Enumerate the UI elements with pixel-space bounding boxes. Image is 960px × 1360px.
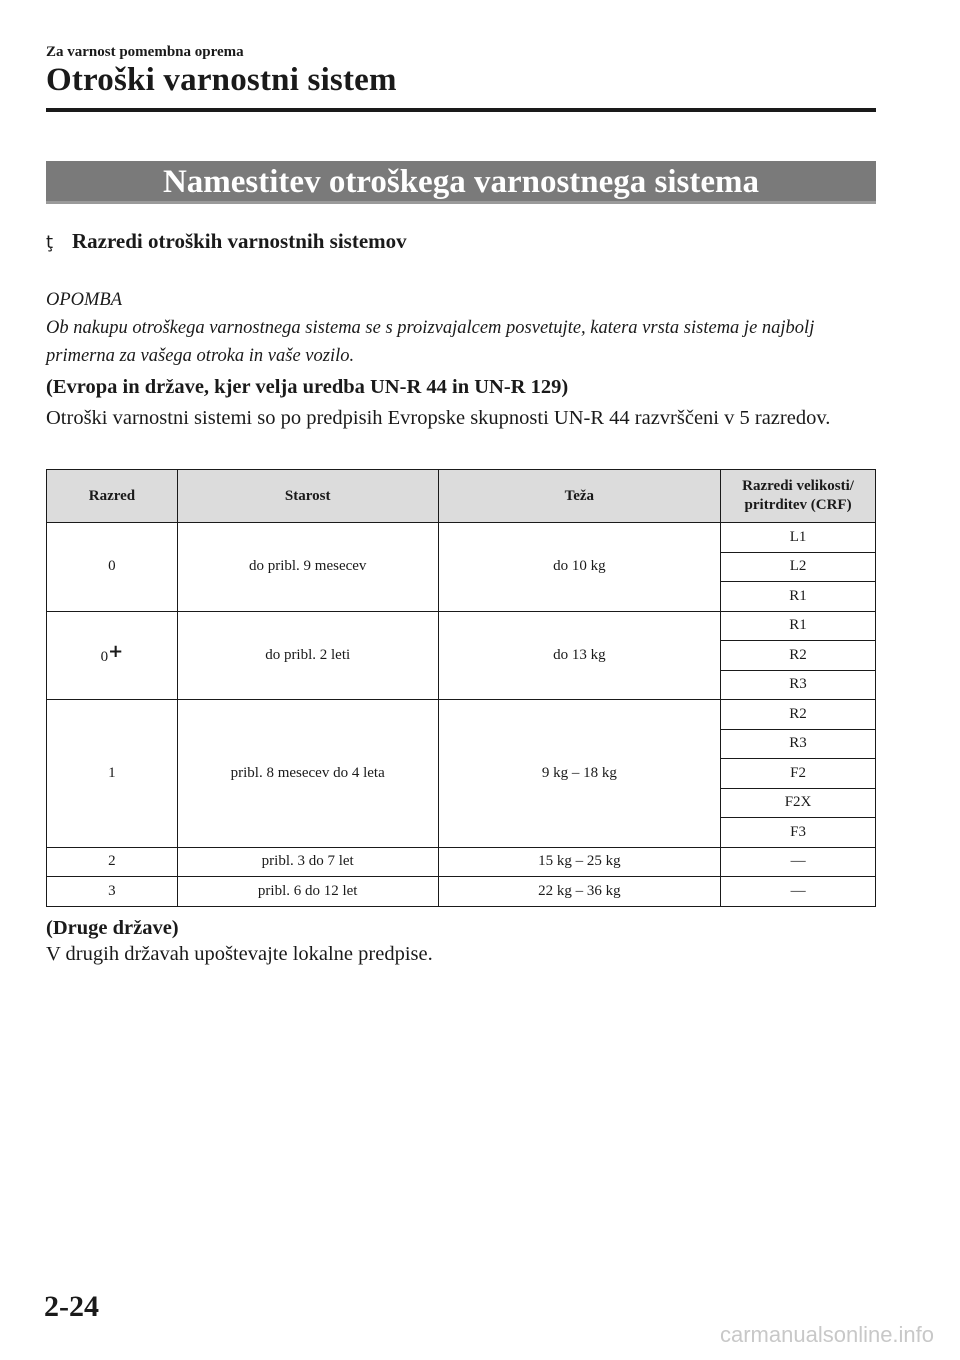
europe-text: Otroški varnostni sistemi so po predpisih Evropske skupnosti UN-R 44 razvrščeni v 5 razredov. [46, 407, 831, 429]
subsection-heading-label: Razredi otroških varnostnih sistemov [72, 229, 407, 253]
crf-cell: F2X [721, 788, 876, 818]
age-cell: pribl. 6 do 12 let [177, 877, 438, 907]
age-cell: do pribl. 9 mesecev [177, 523, 438, 612]
column-header-age: Starost [177, 470, 438, 523]
class-cell [47, 611, 178, 700]
table-header-row [47, 470, 876, 523]
crf-cell: R1 [721, 611, 876, 641]
table-row [47, 700, 876, 730]
weight-cell: 22 kg – 36 kg [438, 877, 721, 907]
crf-cell: — [721, 847, 876, 877]
crf-cell: — [721, 877, 876, 907]
child-seat-class-table [46, 469, 876, 907]
age-cell: pribl. 8 mesecev do 4 leta [177, 700, 438, 848]
class-value: 0 [100, 648, 109, 665]
note-block [46, 286, 876, 370]
weight-cell: do 10 kg [438, 523, 721, 612]
plus-icon: + [108, 640, 124, 662]
crf-cell: R3 [721, 670, 876, 700]
crf-cell: L2 [721, 552, 876, 582]
table-row [47, 523, 876, 553]
other-countries-heading: (Druge države) [46, 917, 179, 939]
crf-cell: R2 [721, 641, 876, 671]
age-cell: do pribl. 2 leti [177, 611, 438, 700]
column-header-crf: Razredi velikosti/ pritrditev (CRF) [721, 470, 876, 523]
section-banner: Namestitev otroškega varnostnega sistema [46, 161, 876, 204]
note-title: OPOMBA [46, 290, 123, 310]
crf-cell: R1 [721, 582, 876, 612]
other-countries-text: V drugih državah upoštevajte lokalne predpise. [46, 943, 433, 965]
table-row [47, 611, 876, 641]
crf-cell: L1 [721, 523, 876, 553]
class-cell: 0 [47, 523, 178, 612]
class-cell: 3 [47, 877, 178, 907]
page-number: 2-24 [44, 1290, 99, 1323]
subsection-heading [46, 229, 407, 254]
age-cell: pribl. 3 do 7 let [177, 847, 438, 877]
page-title: Otroški varnostni sistem [46, 62, 397, 98]
crf-cell: F2 [721, 759, 876, 789]
weight-cell: 15 kg – 25 kg [438, 847, 721, 877]
bullet-marker: ţ [46, 232, 54, 253]
europe-heading: (Evropa in države, kjer velja uredba UN-R 44 in UN-R 129) [46, 376, 569, 398]
weight-cell: 9 kg – 18 kg [438, 700, 721, 848]
crf-cell: F3 [721, 818, 876, 848]
watermark: carmanualsonline.info [720, 1322, 935, 1347]
note-text: Ob nakupu otroškega varnostnega sistema se s proizvajalcem posvetujte, katera vrsta sistema je najbolj primerna za vašega otroka in vaše vozilo. [46, 318, 815, 366]
column-header-class: Razred [47, 470, 178, 523]
table-row [47, 877, 876, 907]
weight-cell: do 13 kg [438, 611, 721, 700]
table-row [47, 847, 876, 877]
column-header-weight: Teža [438, 470, 721, 523]
header-divider [46, 108, 876, 112]
class-cell: 1 [47, 700, 178, 848]
crf-cell: R3 [721, 729, 876, 759]
crf-cell: R2 [721, 700, 876, 730]
section-label: Za varnost pomembna oprema [46, 44, 244, 60]
class-cell: 2 [47, 847, 178, 877]
